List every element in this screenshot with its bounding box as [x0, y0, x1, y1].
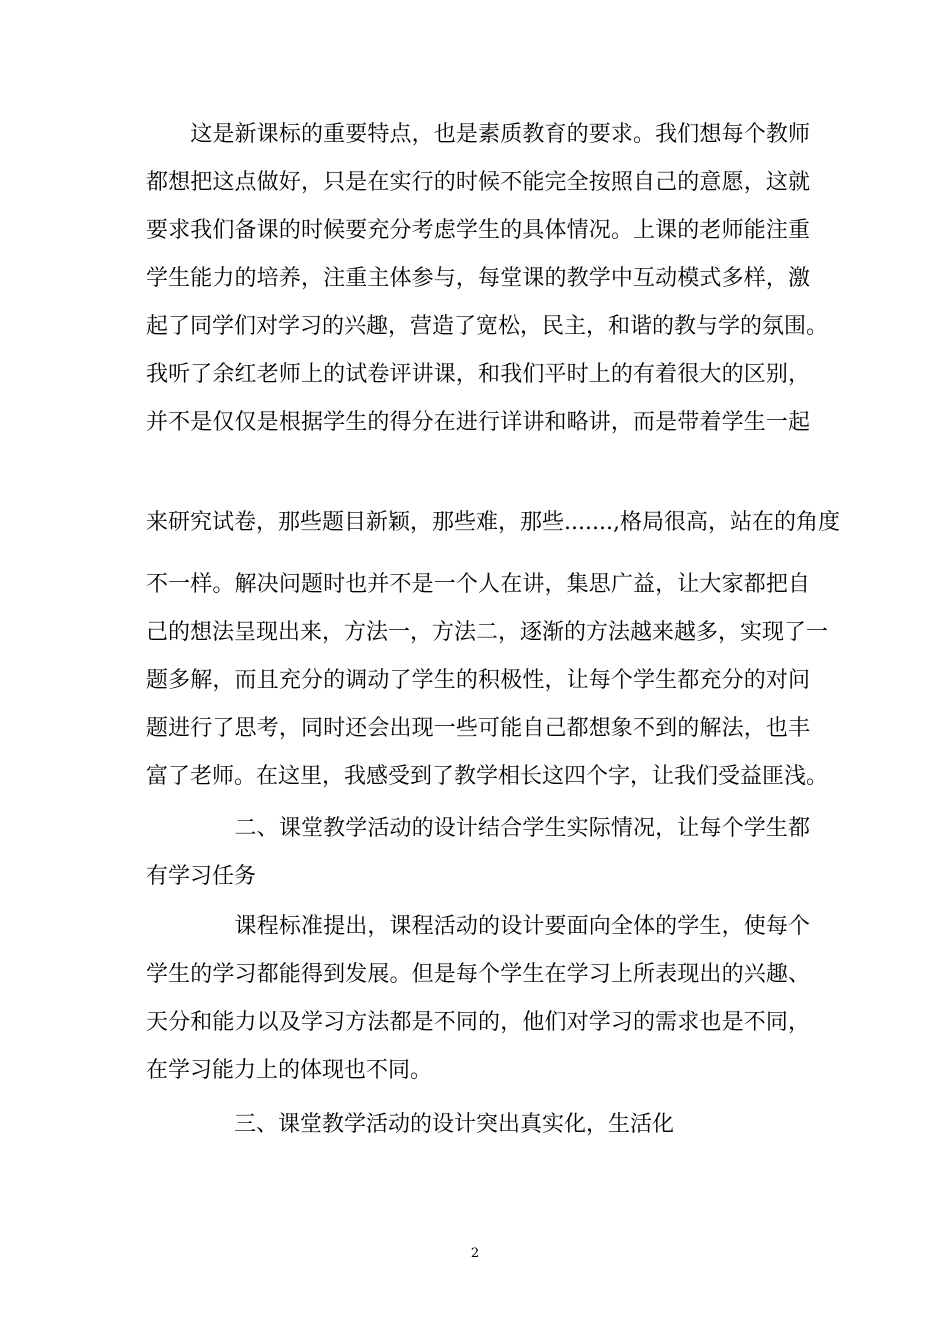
page-number: 2	[470, 1246, 480, 1261]
text-line: 来研究试卷，那些题目新颖，那些难，那些.......,格局很高，站在的角度	[146, 510, 840, 535]
text-line: 要求我们备课的时候要充分考虑学生的具体情况。上课的老师能注重	[146, 218, 810, 243]
text-line: 都想把这点做好，只是在实行的时候不能完全按照自己的意愿，这就	[146, 170, 810, 195]
text-line: 不一样。解决问题时也并不是一个人在讲，集思广益，让大家都把自	[146, 572, 810, 597]
text-line: 我听了余红老师上的试卷评讲课，和我们平时上的有着很大的区别，	[146, 362, 810, 387]
text-line: 天分和能力以及学习方法都是不同的，他们对学习的需求也是不同，	[146, 1010, 810, 1035]
text-line: 富了老师。在这里，我感受到了教学相长这四个字，让我们受益匪浅。	[146, 764, 829, 789]
section-heading: 二、课堂教学活动的设计结合学生实际情况，让每个学生都	[146, 816, 810, 841]
text-line: 这是新课标的重要特点，也是素质教育的要求。我们想每个教师	[146, 122, 810, 147]
text-line: 起了同学们对学习的兴趣，营造了宽松，民主，和谐的教与学的氛围。	[146, 314, 829, 339]
text-line: 己的想法呈现出来，方法一，方法二，逐渐的方法越来越多，实现了一	[146, 620, 829, 645]
text-line: 学生能力的培养，注重主体参与，每堂课的教学中互动模式多样，激	[146, 266, 810, 291]
text-line: 并不是仅仅是根据学生的得分在进行详讲和略讲，而是带着学生一起	[146, 410, 810, 435]
text-line: 题进行了思考，同时还会出现一些可能自己都想象不到的解法，也丰	[146, 716, 810, 741]
section-heading-continued: 有学习任务	[146, 864, 257, 889]
section-heading: 三、课堂教学活动的设计突出真实化，生活化	[146, 1112, 675, 1137]
text-line: 学生的学习都能得到发展。但是每个学生在学习上所表现出的兴趣、	[146, 962, 810, 987]
text-line: 课程标准提出，课程活动的设计要面向全体的学生，使每个	[146, 914, 810, 939]
text-line: 题多解，而且充分的调动了学生的积极性，让每个学生都充分的对问	[146, 668, 810, 693]
text-line: 在学习能力上的体现也不同。	[146, 1058, 433, 1083]
